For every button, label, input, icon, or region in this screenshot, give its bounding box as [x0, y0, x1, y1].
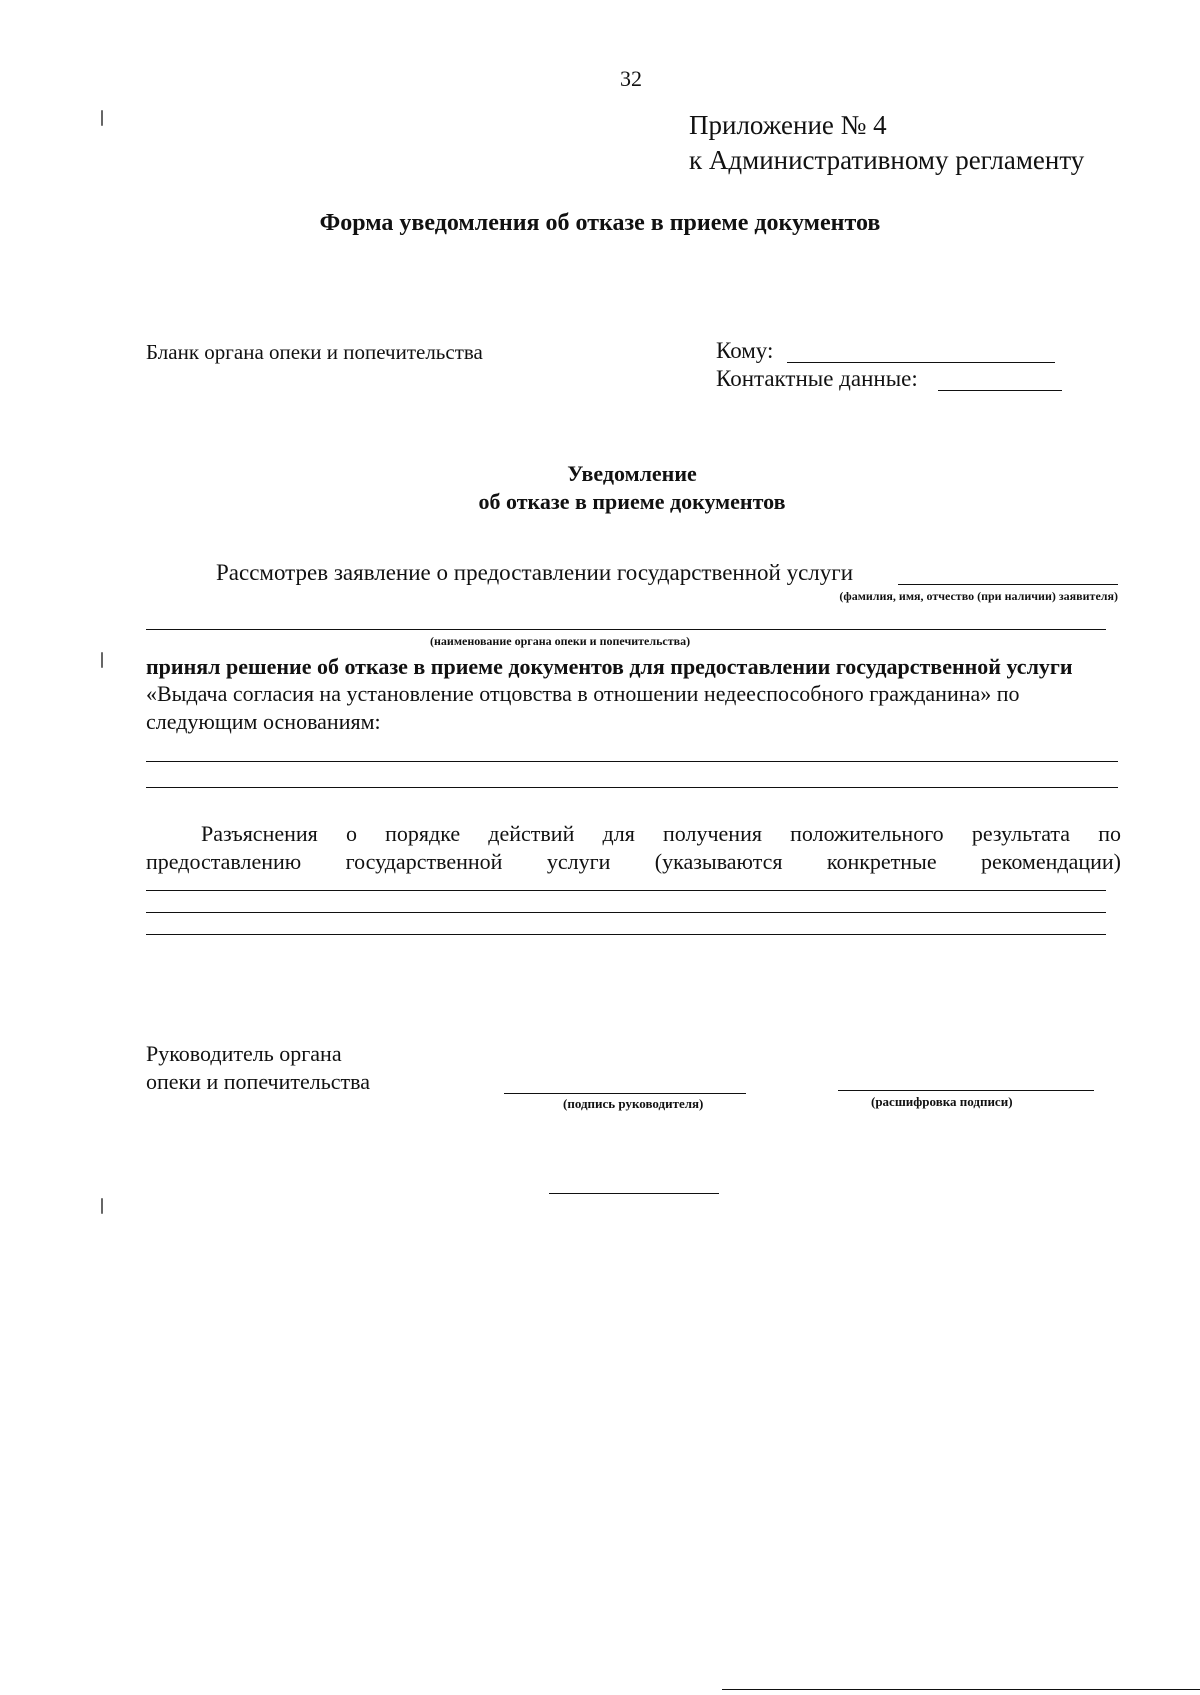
decision-text: принял решение об отказе в приеме документов для предоставлении государственной услуги	[146, 654, 1073, 679]
signature-decode-line	[838, 1090, 1094, 1091]
signature-caption: (подпись руководителя)	[563, 1096, 704, 1111]
punch-mark	[101, 110, 103, 126]
appendix-subtitle: к Административному регламенту	[689, 145, 1085, 175]
decision-line-1	[146, 654, 1121, 680]
signature-decode-caption: (расшифровка подписи)	[871, 1094, 1013, 1109]
explanation-line-1	[146, 820, 1121, 848]
explanation-line-2: предоставлению государственной услуги (указываются конкретные рекомендации)	[146, 849, 1121, 874]
authority-caption: (наименование органа опеки и попечительства)	[430, 634, 691, 648]
blank-label: Бланк органа опеки и попечительства	[146, 340, 483, 364]
explanation-field-line-3	[146, 934, 1106, 935]
head-title-line-1: Руководитель органа	[146, 1041, 342, 1066]
intro-text: Рассмотрев заявление о предоставлении государственной услуги	[216, 560, 854, 585]
recipient-to-label: Кому:	[716, 338, 774, 363]
notice-subtitle: об отказе в приеме документов	[478, 489, 786, 514]
applicant-field-line	[898, 584, 1118, 585]
applicant-caption: (фамилия, имя, отчество (при наличии) заявителя)	[839, 589, 1118, 603]
page-number: 32	[620, 66, 642, 91]
recipient-to-field-line	[787, 362, 1055, 363]
authority-field-line	[146, 629, 1106, 630]
explanation-field-line-2	[146, 912, 1106, 913]
grounds-line-1	[146, 761, 1118, 762]
explanation-field-line-1	[146, 890, 1106, 891]
decision-line-2: «Выдача согласия на установление отцовства в отношении недееспособного гражданина» по	[146, 681, 1020, 706]
punch-mark	[101, 652, 103, 668]
form-heading: Форма уведомления об отказе в приеме документов	[319, 210, 881, 236]
contact-data-field-line	[938, 390, 1062, 391]
date-line	[549, 1193, 719, 1194]
explanation-text-1: Разъяснения о порядке действий для получения положительного результата по	[201, 821, 1121, 846]
scan-edge-line	[722, 1689, 1200, 1690]
decision-line-3: следующим основаниям:	[146, 709, 381, 734]
punch-mark	[101, 1198, 103, 1214]
grounds-line-2	[146, 787, 1118, 788]
appendix-title: Приложение № 4	[689, 110, 887, 140]
signature-line	[504, 1093, 746, 1094]
notice-title: Уведомление	[567, 461, 697, 486]
head-title-line-2: опеки и попечительства	[146, 1069, 371, 1094]
contact-data-label: Контактные данные:	[716, 366, 918, 391]
